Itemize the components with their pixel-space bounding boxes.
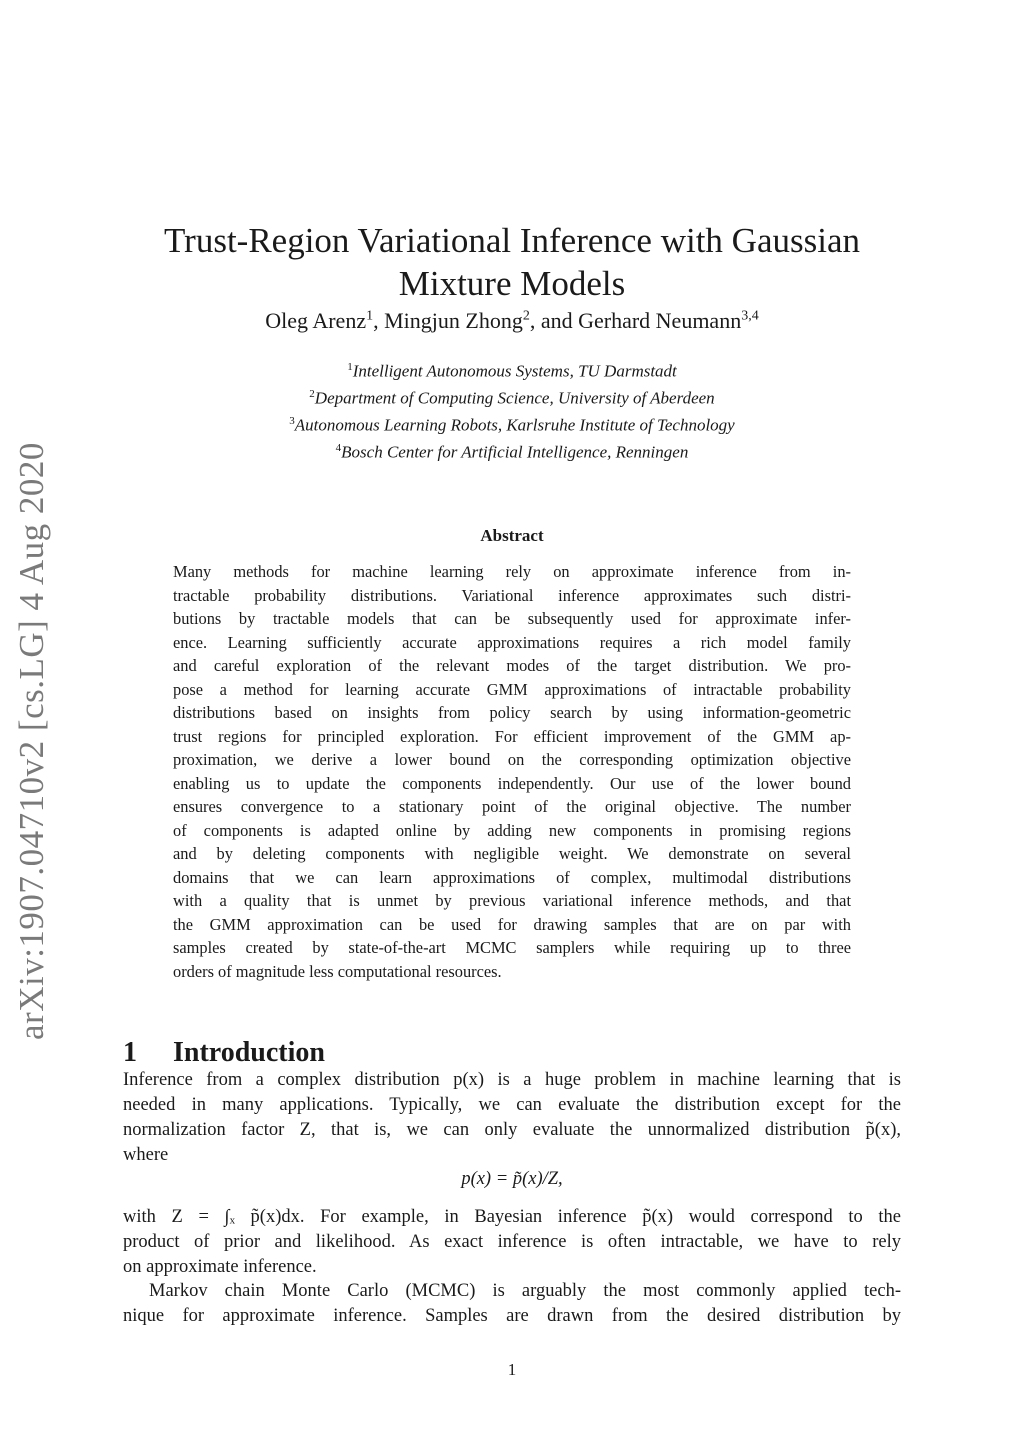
paper-title: [150, 219, 874, 305]
intro-paragraph-1: [123, 1068, 901, 1168]
affiliation-mark: 4: [335, 442, 342, 455]
affiliation-mark: 2: [309, 388, 315, 401]
body-line: with Z = ∫ₓ p̃(x)dx. For example, in Bayesian inference p̃(x) would correspond to the: [123, 1207, 901, 1227]
affiliation: [150, 437, 874, 464]
author-name: Gerhard Neumann: [578, 308, 742, 333]
abstract-line: the GMM approximation can be used for drawing samples that are on par with: [173, 914, 851, 934]
affiliation-mark: 3: [289, 415, 295, 428]
body-line: nique for approximate inference. Samples are drawn from the desired distribution by: [123, 1306, 901, 1326]
affiliation-text: Bosch Center for Artificial Intelligence, Renningen: [341, 443, 689, 463]
author-name: Oleg Arenz: [265, 308, 367, 333]
abstract-line: distributions based on insights from policy search by using information-geometric: [173, 703, 851, 722]
author-separator: , and: [529, 308, 579, 333]
body-line: Markov chain Monte Carlo (MCMC) is arguably the most commonly applied tech-: [149, 1281, 901, 1301]
body-line: product of prior and likelihood. As exact inference is often intractable, we have to rely: [123, 1232, 901, 1252]
abstract-line: ence. Learning sufficiently accurate approximations requires a rich model family: [173, 632, 851, 652]
affiliation: [150, 383, 874, 410]
abstract-line: proximation, we derive a lower bound on the corresponding optimization objective: [173, 750, 851, 769]
affiliation: [150, 356, 874, 383]
author-affiliation-mark: 2: [522, 308, 530, 324]
affiliation-text: Department of Computing Science, University of Aberdeen: [314, 388, 715, 408]
abstract-line: ensures convergence to a stationary point of the original objective. The number: [173, 797, 851, 816]
body-line: needed in many applications. Typically, we can evaluate the distribution except for the: [123, 1095, 901, 1115]
abstract-line: and by deleting components with negligible weight. We demonstrate on several: [173, 844, 851, 863]
affiliation-mark: 1: [347, 361, 353, 373]
abstract-line: trust regions for principled exploration. For efficient improvement of the GMM ap-: [173, 726, 851, 746]
section-heading: [123, 1037, 325, 1069]
abstract-heading: Abstract: [480, 526, 544, 545]
abstract-line: butions by tractable models that can be subsequently used for approximate infer-: [173, 609, 851, 628]
abstract-line: enabling us to update the components independently. Our use of the lower bound: [173, 773, 851, 793]
section-number: 1: [123, 1037, 137, 1069]
body-line: normalization factor Z, that is, we can only evaluate the unnormalized distribution p̃(x),: [123, 1120, 901, 1140]
author-separator: ,: [373, 308, 385, 333]
author-list: [150, 308, 874, 334]
intro-paragraph-3: [123, 1279, 901, 1329]
author-name: Mingjun Zhong: [384, 308, 523, 333]
affiliation: [150, 410, 874, 437]
page-number: 1: [507, 1360, 517, 1379]
affiliation-text: Intelligent Autonomous Systems, TU Darmstadt: [352, 361, 677, 381]
paper-title-line-2: Mixture Models: [398, 264, 626, 304]
abstract-text: [173, 560, 851, 983]
abstract-line: with a quality that is unmet by previous variational inference methods, and that: [173, 891, 851, 910]
body-line: on approximate inference.: [123, 1257, 317, 1277]
abstract-line: samples created by state-of-the-art MCMC samplers while requiring up to three: [173, 938, 851, 957]
abstract-line: orders of magnitude less computational resources.: [173, 961, 502, 981]
abstract-line: pose a method for learning accurate GMM approximations of intractable probability: [173, 679, 851, 699]
abstract-line: and careful exploration of the relevant modes of the target distribution. We pro-: [173, 656, 851, 675]
affiliation-text: Autonomous Learning Robots, Karlsruhe Institute of Technology: [294, 415, 735, 435]
abstract-line: domains that we can learn approximations of complex, multimodal distributions: [173, 867, 851, 887]
intro-paragraph-2: [123, 1205, 901, 1280]
affiliation-list: [150, 356, 874, 465]
abstract-line: of components is adapted online by adding new components in promising regions: [173, 820, 851, 840]
author-affiliation-mark: 3,4: [741, 308, 759, 324]
body-line: where: [123, 1145, 169, 1165]
abstract-line: tractable probability distributions. Variational inference approximates such distri-: [173, 585, 851, 605]
arxiv-identifier: arXiv:1907.04710v2 [cs.LG] 4 Aug 2020: [12, 442, 51, 1040]
display-equation: p(x) = p̃(x)/Z,: [461, 1169, 563, 1189]
body-line: Inference from a complex distribution p(x) is a huge problem in machine learning that is: [123, 1070, 901, 1090]
paper-title-line-1: Trust-Region Variational Inference with Gaussian: [164, 221, 860, 261]
abstract-line: Many methods for machine learning rely on approximate inference from in-: [173, 562, 851, 581]
section-title: Introduction: [173, 1037, 325, 1069]
author-affiliation-mark: 1: [366, 308, 374, 324]
